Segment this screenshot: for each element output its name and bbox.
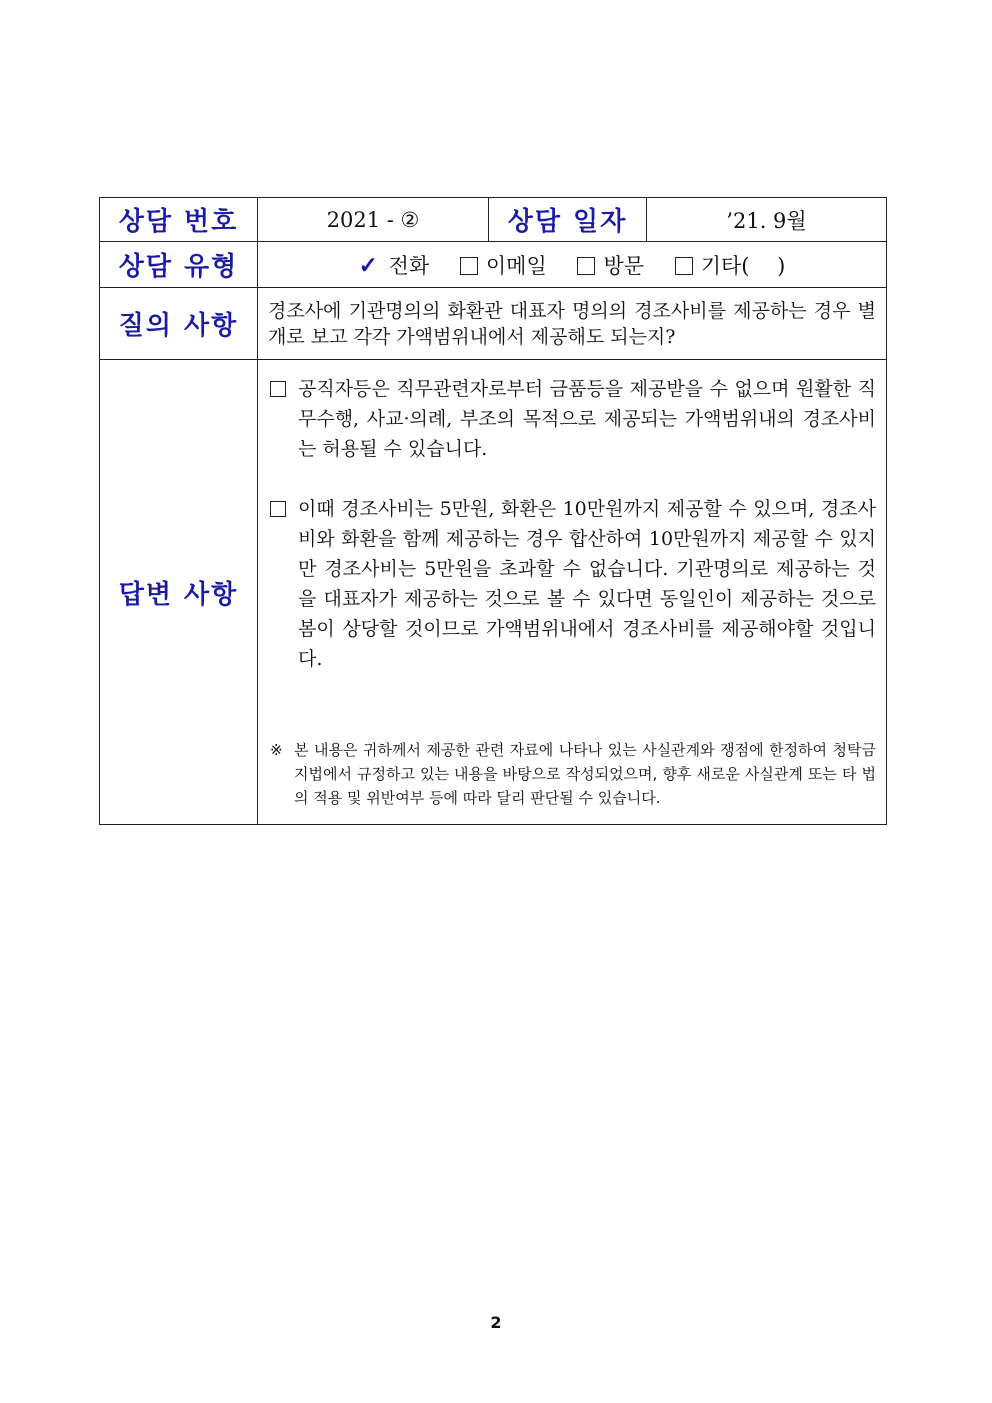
checkbox-icon: [675, 257, 693, 275]
label-consult-type: 상담 유형: [100, 242, 258, 288]
option-email: [460, 250, 547, 280]
checkbox-icon: [577, 257, 595, 275]
answer-item-2: [270, 494, 876, 674]
note-mark-icon: ※: [270, 741, 283, 759]
option-email-label: 이메일: [485, 253, 547, 278]
consultation-table: [99, 197, 887, 825]
row-consult-number: [100, 198, 887, 242]
value-consult-date: ’21. 9월: [647, 198, 887, 242]
answer-item-1: [270, 374, 876, 464]
disclaimer-note: [270, 738, 876, 810]
option-visit: [577, 250, 644, 280]
value-consult-number: 2021 - ②: [258, 198, 489, 242]
option-other-label: 기타( ): [700, 253, 786, 278]
checkbox-icon: [460, 257, 478, 275]
checkbox-icon: [270, 501, 286, 517]
label-consult-date: 상담 일자: [489, 198, 647, 242]
question-text: 경조사에 기관명의의 화환관 대표자 명의의 경조사비를 제공하는 경우 별개로 보고 각각 가액범위내에서 제공해도 되는지?: [268, 299, 876, 348]
page-number: 2: [490, 1313, 502, 1332]
row-question: [100, 288, 887, 360]
consult-type-options: [258, 242, 887, 288]
row-consult-type: [100, 242, 887, 288]
option-phone-label: 전화: [388, 253, 430, 278]
option-visit-label: 방문: [603, 253, 645, 278]
row-answer: [100, 360, 887, 825]
option-phone: [359, 250, 430, 280]
answer-item-2-text: 이때 경조사비는 5만원, 화환은 10만원까지 제공할 수 있으며, 경조사비와 화환을 함께 제공하는 경우 합산하여 10만원까지 제공할 수 있지만 경조사비는 5만원을 초과할 수 없습니다. 기관명의로 제공하는 것을 대표자가 제공하는 것으로 볼 수 있다면 동일인이 제공하는 것으로 봄이 상당할 것이므로 가액범위내에서 경조사비를 제공해야할 것입니다.: [298, 498, 876, 670]
answer-cell: [258, 360, 887, 825]
answer-item-1-text: 공직자등은 직무관련자로부터 금품등을 제공받을 수 없으며 원활한 직무수행, 사교·의례, 부조의 목적으로 제공되는 가액범위내의 경조사비는 허용될 수 있습니다.: [298, 378, 876, 460]
label-question: 질의 사항: [100, 288, 258, 360]
question-cell: [258, 288, 887, 360]
checkbox-icon: [270, 381, 286, 397]
label-consult-number: 상담 번호: [100, 198, 258, 242]
check-mark-icon: ✓: [358, 251, 378, 279]
label-answer: 답변 사항: [100, 360, 258, 825]
option-other: [675, 250, 786, 280]
disclaimer-text: 본 내용은 귀하께서 제공한 관련 자료에 나타나 있는 사실관계와 쟁점에 한정하여 청탁금지법에서 규정하고 있는 내용을 바탕으로 작성되었으며, 향후 새로운 사실관계 또는 타 법의 적용 및 위반여부 등에 따라 달리 판단될 수 있습니다.: [294, 741, 876, 807]
